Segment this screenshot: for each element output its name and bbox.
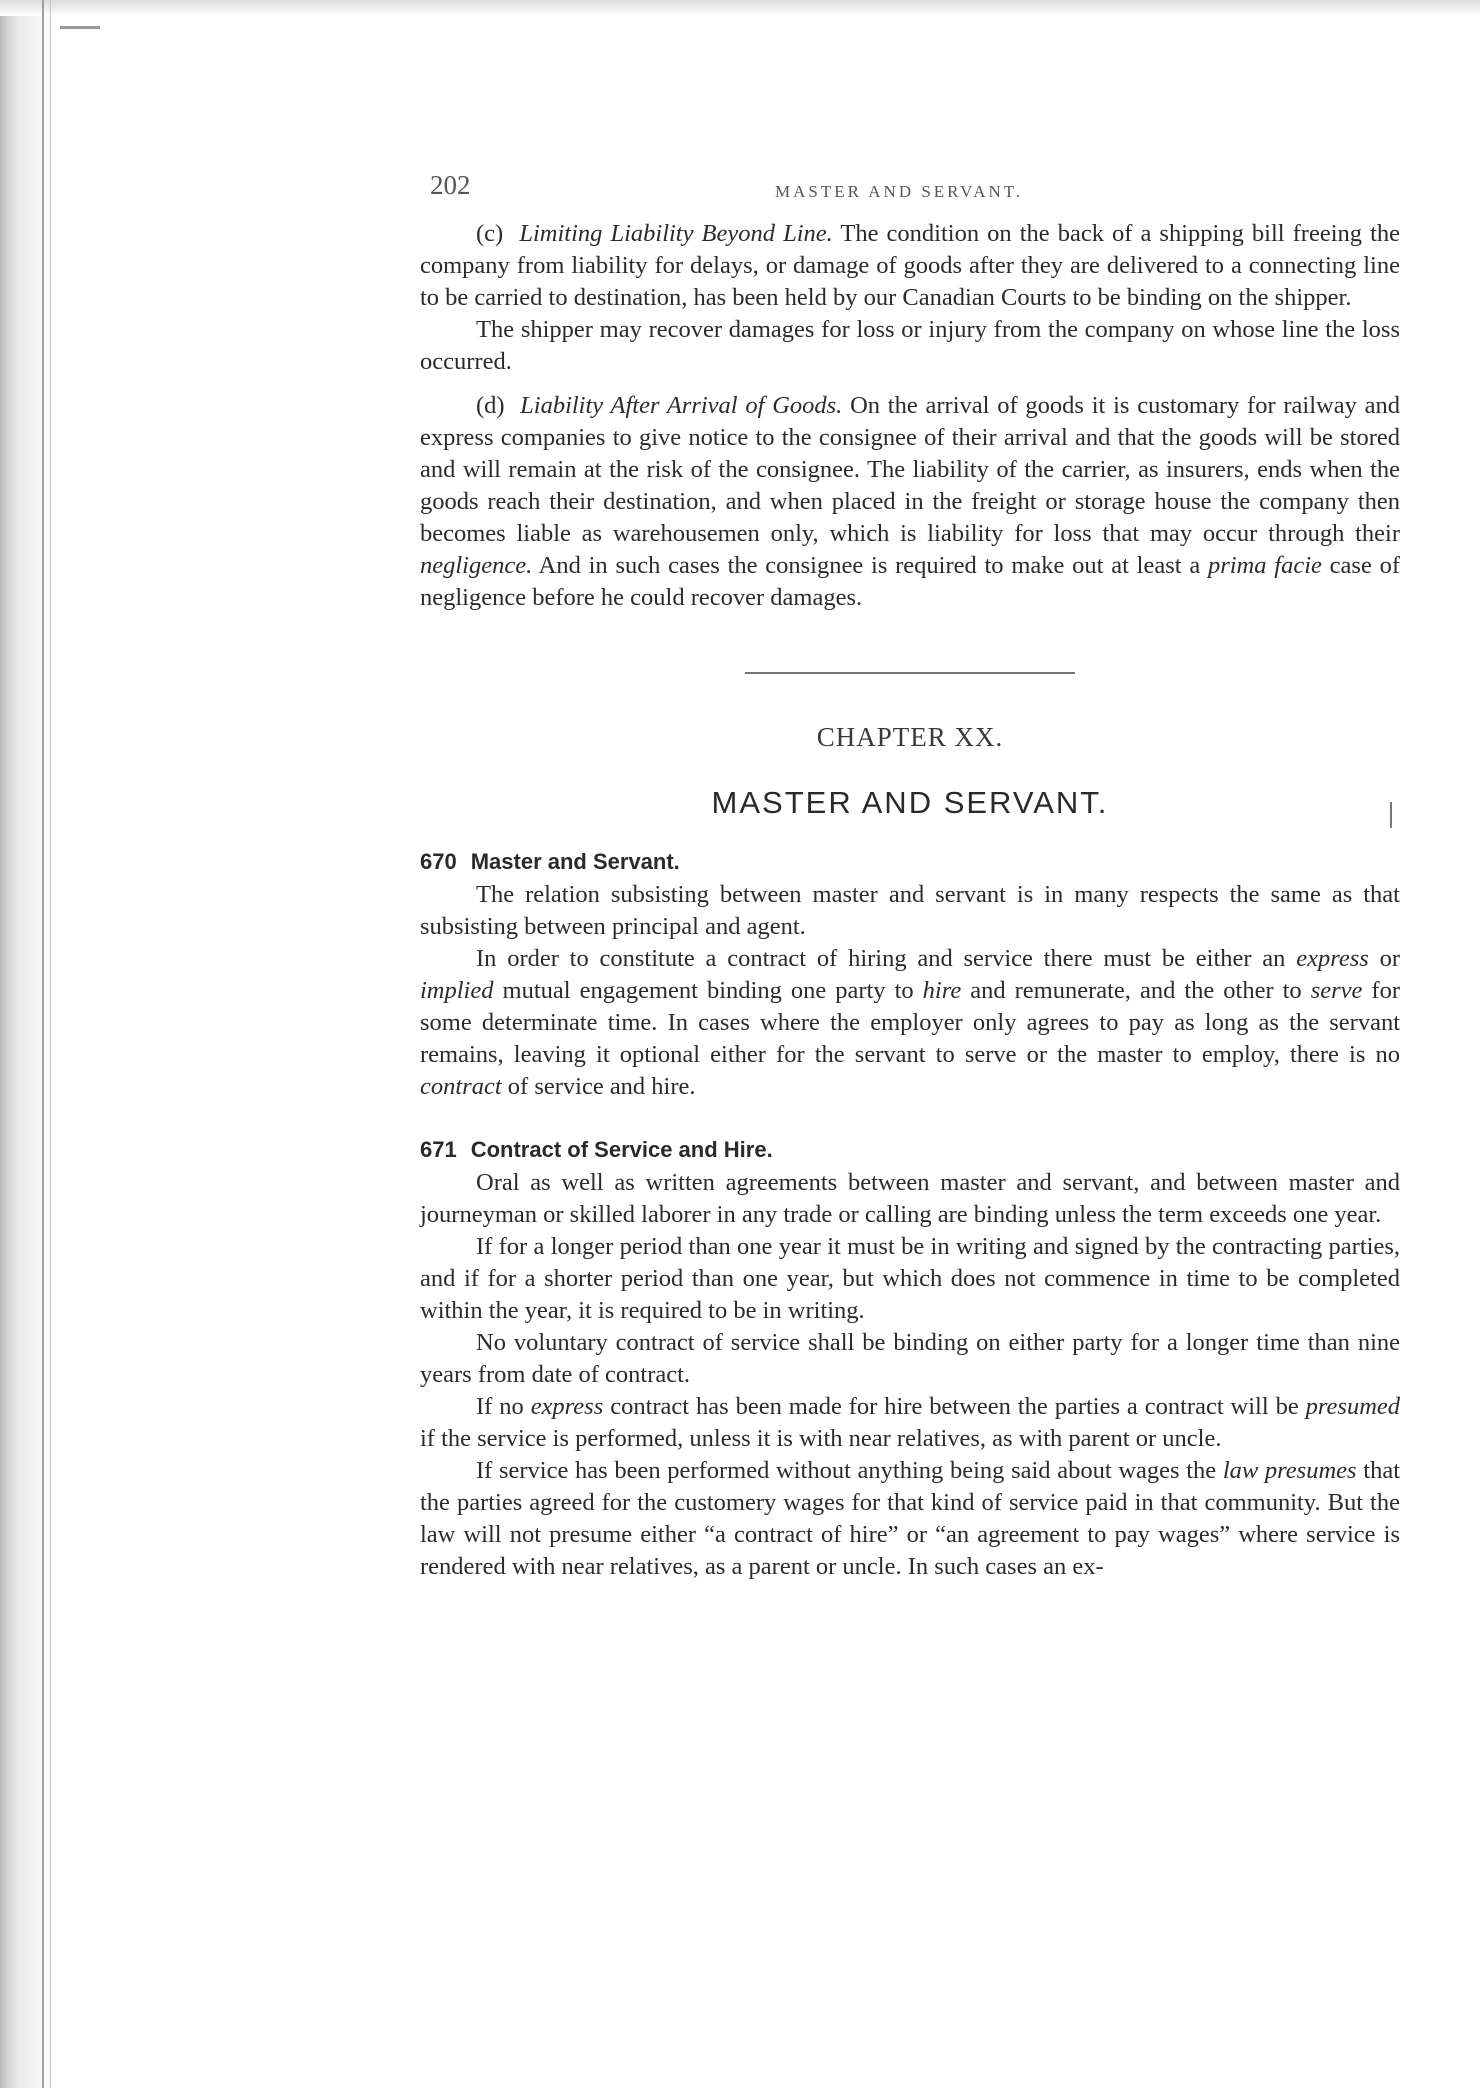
section-heading-670 bbox=[420, 849, 1400, 875]
scan-page-edge bbox=[0, 0, 60, 2088]
section-670-paragraph bbox=[420, 943, 1400, 1103]
text-run: and remunerate, and the other to bbox=[970, 977, 1302, 1004]
page-number: 202 bbox=[430, 170, 471, 200]
scan-edge-line bbox=[42, 0, 44, 2088]
paragraph-d-text: On the arrival of goods it is customary for railway and express companies to give notice to the consignee of their arrival and that the goods will be stored and will remain at the risk of the consignee. The liability of the carrier, as insurers, ends when the goods reach their destination, and when placed in the freight or storage house the company then becomes liable as warehousemen only, which is liability for loss that may occur through their bbox=[420, 392, 1401, 547]
book-page bbox=[420, 170, 1400, 1583]
emphasis: express bbox=[1296, 945, 1369, 972]
paragraph-c-continued: The shipper may recover damages for loss or injury from the company on whose line the loss occurred. bbox=[420, 316, 1400, 375]
paragraph-d bbox=[420, 390, 1400, 614]
scan-corner-mark bbox=[60, 26, 100, 29]
section-divider bbox=[745, 672, 1075, 674]
section-number: 670 bbox=[420, 849, 457, 874]
emphasis: serve bbox=[1310, 977, 1363, 1004]
paragraph-d-text: case of negligence before he could recover damages. bbox=[420, 552, 1400, 611]
scan-edge-line bbox=[50, 0, 51, 2088]
section-671-paragraph bbox=[420, 1455, 1400, 1583]
section-title: Contract of Service and Hire. bbox=[470, 1137, 773, 1162]
emphasis: presumed bbox=[1305, 1393, 1401, 1420]
text-run: for some determinate time. In cases where the employer only agrees to pay as long as the servant remains, leaving it optional either for the servant to serve or the master to employ, there is no bbox=[420, 977, 1400, 1068]
section-671-paragraph bbox=[420, 1391, 1400, 1455]
text-run: contract has been made for hire between the parties a contract will be bbox=[610, 1393, 1299, 1420]
paragraph-d-text: And in such cases the consignee is required to make out at least a bbox=[538, 552, 1201, 579]
paragraph-c-label: (c) bbox=[476, 220, 504, 247]
paragraph-c bbox=[420, 218, 1400, 314]
paragraph-d-emphasis: prima facie bbox=[1207, 552, 1322, 579]
section-671-paragraph: Oral as well as written agreements between master and servant, and between master and journeyman or skilled laborer in any trade or calling are binding unless the term exceeds one year. bbox=[420, 1169, 1400, 1228]
text-run: of service and hire. bbox=[507, 1073, 696, 1100]
text-run: if the service is performed, unless it is with near relatives, as with parent or uncle. bbox=[420, 1425, 1222, 1452]
running-title: MASTER AND SERVANT. bbox=[775, 182, 1024, 201]
paragraph-c-text: The condition on the back of a shipping bill freeing the company from liability for delays, or damage of goods after they are delivered to a connecting line to be carried to destination, has been held by our Canadian Courts to be binding on the shipper. bbox=[420, 220, 1400, 311]
scan-top-edge bbox=[0, 0, 1480, 16]
emphasis: express bbox=[530, 1393, 604, 1420]
paragraph-c-heading: Limiting Liability Beyond Line. bbox=[519, 220, 833, 247]
section-671-paragraph: No voluntary contract of service shall be binding on either party for a longer time than nine years from date of contract. bbox=[420, 1329, 1400, 1388]
text-run: or bbox=[1379, 945, 1400, 972]
section-number: 671 bbox=[420, 1137, 457, 1162]
section-670-paragraph: The relation subsisting between master and servant is in many respects the same as that subsisting between principal and agent. bbox=[420, 881, 1400, 940]
paragraph-d-heading: Liability After Arrival of Goods. bbox=[520, 392, 843, 419]
emphasis: contract bbox=[420, 1073, 502, 1100]
text-run: If service has been performed without anything being said about wages the bbox=[476, 1457, 1217, 1484]
text-run: In order to constitute a contract of hiring and service there must be either an bbox=[476, 945, 1286, 972]
paragraph-d-emphasis: negligence. bbox=[420, 552, 533, 579]
chapter-title: MASTER AND SERVANT. bbox=[711, 785, 1109, 820]
emphasis: hire bbox=[922, 977, 962, 1004]
chapter-label: CHAPTER XX. bbox=[816, 722, 1004, 752]
text-run: mutual engagement binding one party to bbox=[502, 977, 914, 1004]
emphasis: law presumes bbox=[1222, 1457, 1357, 1484]
section-title: Master and Servant. bbox=[470, 849, 680, 874]
running-head bbox=[420, 170, 1400, 218]
section-671-paragraph: If for a longer period than one year it must be in writing and signed by the contracting parties, and if for a shorter period than one year, but which does not commence in time to be completed within the year, it is required to be in writing. bbox=[420, 1233, 1400, 1324]
scan-speck bbox=[1390, 802, 1392, 828]
section-heading-671 bbox=[420, 1137, 1400, 1163]
text-run: that the parties agreed for the customery wages for that kind of service paid in that community. But the law will not presume either “a contract of hire” or “an agreement to pay wages” where service is rendered with near relatives, as a parent or uncle. In such cases an ex- bbox=[420, 1457, 1401, 1580]
emphasis: implied bbox=[420, 977, 494, 1004]
paragraph-d-label: (d) bbox=[476, 392, 505, 419]
text-run: If no bbox=[476, 1393, 524, 1420]
